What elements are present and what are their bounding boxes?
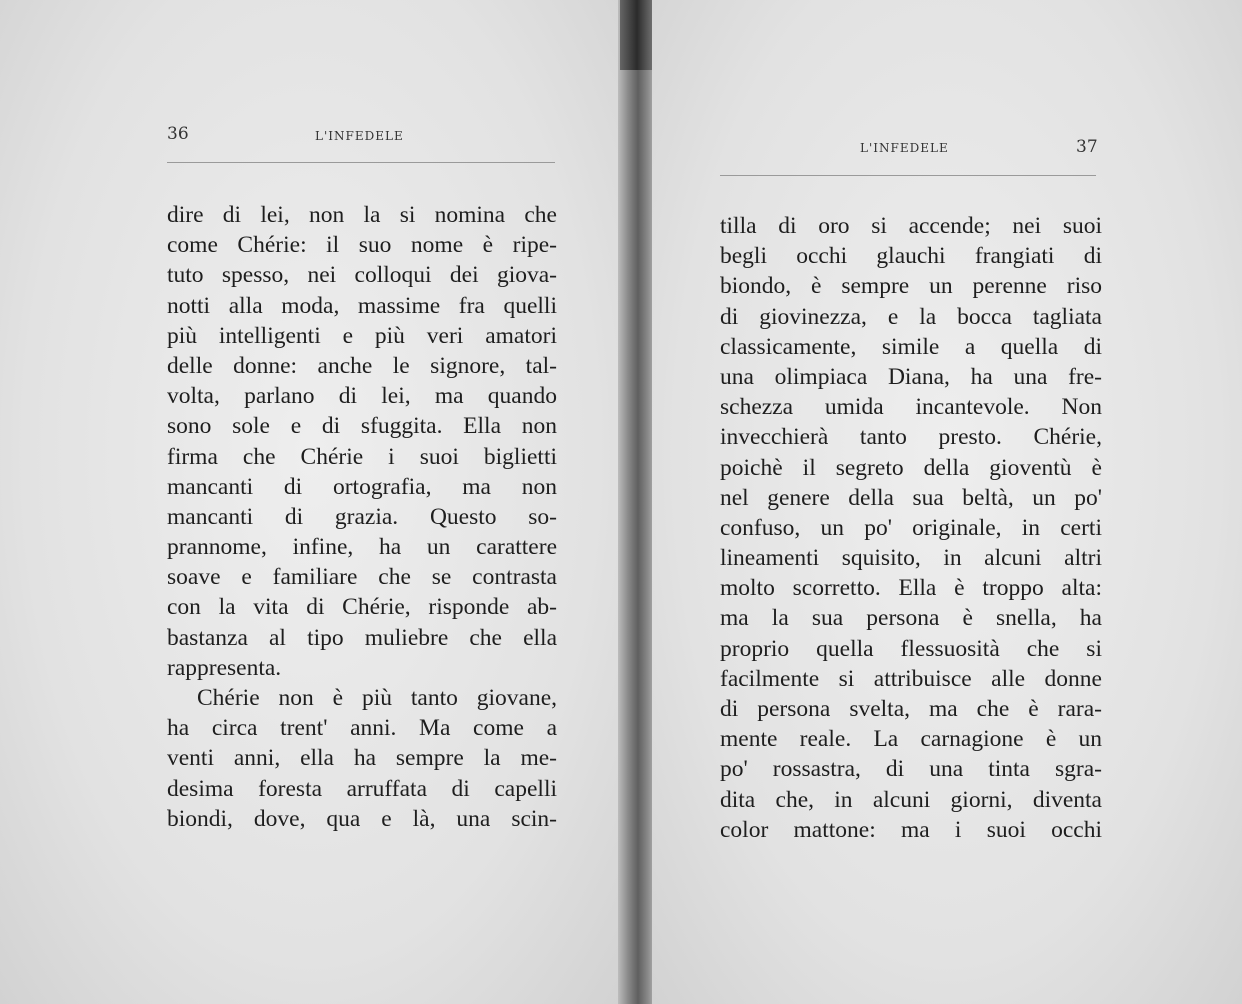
text-line: mancanti di ortografia, ma non <box>167 473 557 500</box>
text-line: classicamente, simile a quella di <box>720 333 1102 360</box>
text-line: firma che Chérie i suoi biglietti <box>167 443 557 470</box>
right-body-text <box>720 211 1102 845</box>
text-line: come Chérie: il suo nome è ripe- <box>167 232 557 259</box>
left-header-rule <box>167 162 555 163</box>
right-page-number: 37 <box>1076 137 1098 157</box>
text-line: begli occhi glauchi frangiati di <box>720 243 1102 270</box>
text-line: molto scorretto. Ella è troppo alta: <box>720 575 1102 602</box>
book-gutter-shadow <box>620 0 654 70</box>
right-running-title: L'INFEDELE <box>860 141 949 155</box>
left-body-text <box>167 200 557 834</box>
text-line: biondo, è sempre un perenne riso <box>720 273 1102 300</box>
text-line: nel genere della sua beltà, un po' <box>720 484 1102 511</box>
text-line: bastanza al tipo muliebre che ella <box>167 624 557 651</box>
text-line: tilla di oro si accende; nei suoi <box>720 213 1102 239</box>
text-line: poichè il segreto della gioventù è <box>720 454 1102 481</box>
text-line: volta, parlano di lei, ma quando <box>167 383 557 410</box>
text-line: lineamenti squisito, in alcuni altri <box>720 545 1102 572</box>
left-running-title: L'INFEDELE <box>315 129 404 143</box>
text-line: di giovinezza, e la bocca tagliata <box>720 303 1102 330</box>
text-line: color mattone: ma i suoi occhi <box>720 816 1102 843</box>
text-line: più intelligenti e più veri amatori <box>167 322 557 349</box>
text-line: confuso, un po' originale, in certi <box>720 514 1102 541</box>
text-line: rappresenta. <box>167 654 282 681</box>
text-line: mente reale. La carnagione è un <box>720 726 1102 753</box>
text-line: sono sole e di sfuggita. Ella non <box>167 413 557 440</box>
text-line: delle donne: anche le signore, tal- <box>167 352 557 379</box>
text-line: po' rossastra, di una tinta sgra- <box>720 756 1102 783</box>
text-line: ma la sua persona è snella, ha <box>720 605 1102 632</box>
right-header-rule <box>720 175 1096 176</box>
text-line: venti anni, ella ha sempre la me- <box>167 745 557 772</box>
text-line: una olimpiaca Diana, ha una fre- <box>720 363 1102 390</box>
text-line: invecchierà tanto presto. Chérie, <box>720 424 1102 451</box>
text-line: schezza umida incantevole. Non <box>720 394 1102 421</box>
text-line: prannome, infine, ha un carattere <box>167 534 557 561</box>
text-line: mancanti di grazia. Questo so- <box>167 503 557 530</box>
text-line: facilmente si attribuisce alle donne <box>720 665 1102 692</box>
text-line: Chérie non è più tanto giovane, <box>197 685 557 711</box>
text-line: con la vita di Chérie, risponde ab- <box>167 594 557 621</box>
text-line: dita che, in alcuni giorni, diventa <box>720 786 1102 813</box>
text-line: soave e familiare che se contrasta <box>167 564 557 591</box>
text-line: tuto spesso, nei colloqui dei giova- <box>167 262 557 289</box>
left-page-number: 36 <box>167 124 189 144</box>
text-line: desima foresta arruffata di capelli <box>167 775 557 802</box>
text-line: di persona svelta, ma che è rara- <box>720 696 1102 722</box>
text-line: ha circa trent' anni. Ma come a <box>167 715 557 742</box>
text-line: dire di lei, non la si nomina che <box>167 202 557 228</box>
right-page <box>652 0 1242 1004</box>
text-line: biondi, dove, qua e là, una scin- <box>167 805 557 832</box>
text-line: notti alla moda, massime fra quelli <box>167 292 557 319</box>
text-line: proprio quella flessuosità che si <box>720 635 1102 662</box>
